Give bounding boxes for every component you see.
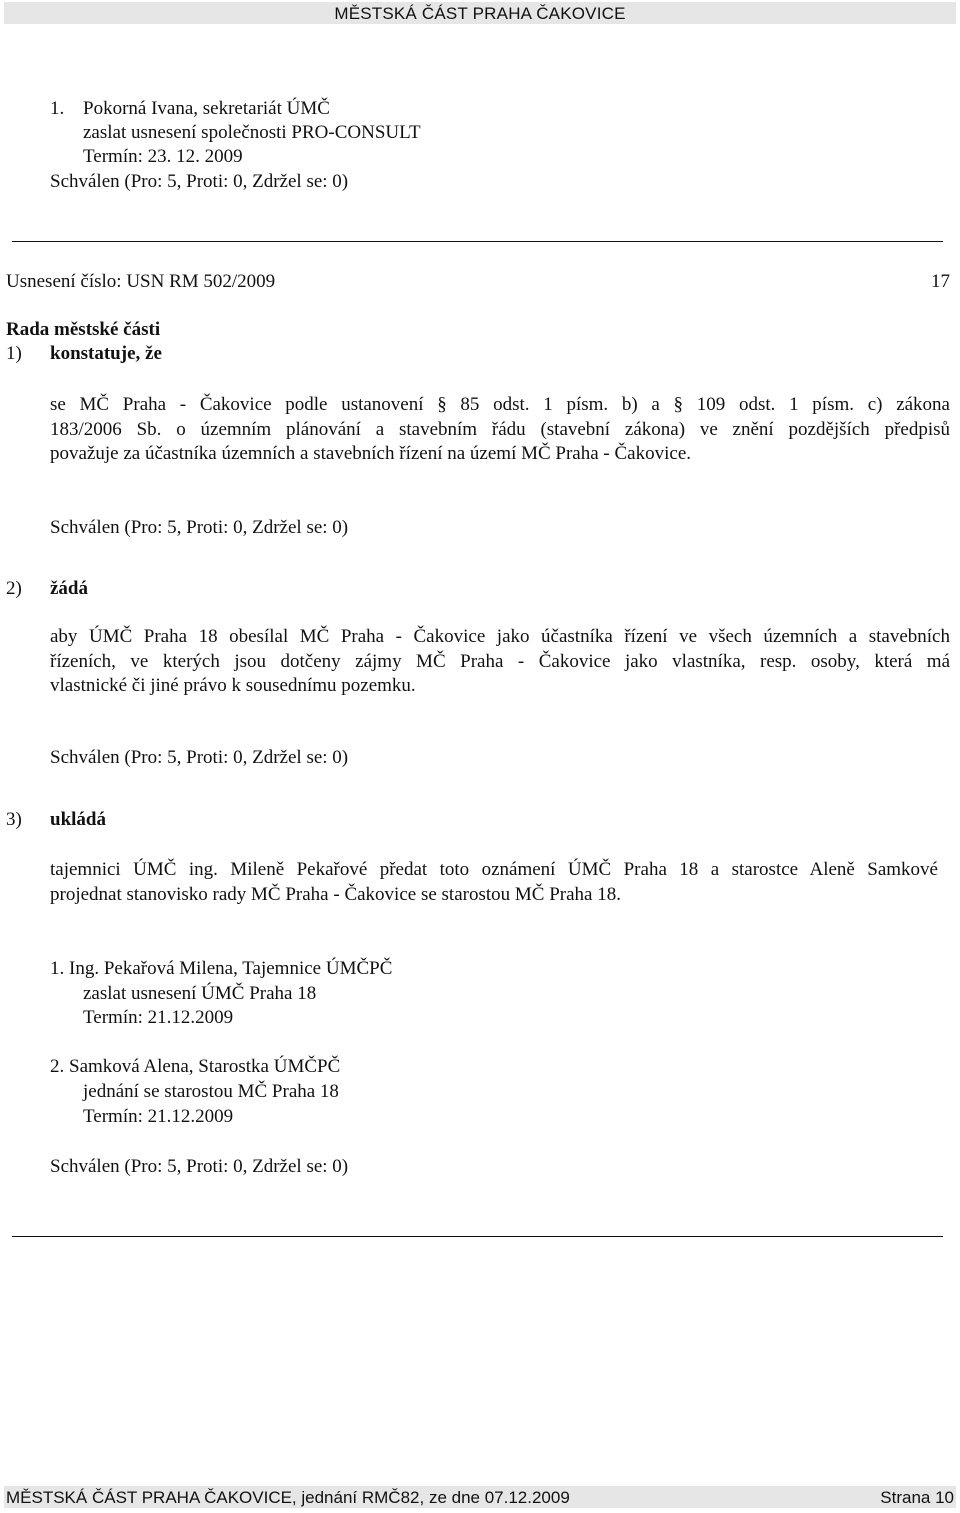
resolution-body: Rada městské části xyxy=(6,319,161,340)
header-title: MĚSTSKÁ ČÁST PRAHA ČAKOVICE xyxy=(334,4,626,23)
point-1-line-1: se MČ Praha - Čakovice podle ustanovení § 85 odst. 1 písm. b) a § 109 odst. 1 písm. c) zákona xyxy=(50,394,950,415)
point-2-heading: žádá xyxy=(50,578,88,599)
resolution-title: Usnesení číslo: USN RM 502/2009 xyxy=(6,271,276,292)
prev-task-action: zaslat usnesení společnosti PRO-CONSULT xyxy=(83,122,421,143)
point-2-line-3: vlastnické či jiné právo k sousednímu pozemku. xyxy=(50,675,416,697)
task-2-action: jednání se starostou MČ Praha 18 xyxy=(83,1081,339,1102)
point-3-vote: Schválen (Pro: 5, Proti: 0, Zdržel se: 0) xyxy=(50,1156,349,1177)
point-3-line-1: tajemnici ÚMČ ing. Mileně Pekařové předat toto oznámení ÚMČ Praha 18 a starostce Aleně Samkové xyxy=(50,859,938,880)
footer-meeting-info: MĚSTSKÁ ČÁST PRAHA ČAKOVICE, jednání RMČ82, ze dne 07.12.2009 xyxy=(6,1488,570,1507)
task-2-person: 2. Samková Alena, Starostka ÚMČPČ xyxy=(50,1056,341,1077)
point-3-number: 3) xyxy=(6,809,22,830)
point-1-vote: Schválen (Pro: 5, Proti: 0, Zdržel se: 0) xyxy=(50,517,349,538)
point-2-line-1: aby ÚMČ Praha 18 obesílal MČ Praha - Čakovice jako účastníka řízení ve všech územních a stavebních xyxy=(50,626,950,647)
point-3-heading: ukládá xyxy=(50,809,106,830)
page-header xyxy=(4,2,956,24)
task-1-action: zaslat usnesení ÚMČ Praha 18 xyxy=(83,983,317,1004)
task-1-deadline: Termín: 21.12.2009 xyxy=(83,1007,234,1028)
point-2-text xyxy=(50,625,950,699)
separator-rule xyxy=(12,241,943,242)
prev-vote: Schválen (Pro: 5, Proti: 0, Zdržel se: 0) xyxy=(50,171,349,192)
point-1-line-2: 183/2006 Sb. o územním plánování a stavebním řádu (stavební zákona) ve znění pozdějších předpisů xyxy=(50,418,950,440)
point-1-heading: konstatuje, že xyxy=(50,343,162,364)
separator-rule-bottom xyxy=(12,1236,943,1237)
point-3-text xyxy=(50,858,938,907)
resolution-number: 17 xyxy=(931,271,950,292)
point-2-vote: Schválen (Pro: 5, Proti: 0, Zdržel se: 0) xyxy=(50,747,349,768)
prev-task-person: Pokorná Ivana, sekretariát ÚMČ xyxy=(83,98,330,119)
task-2-deadline: Termín: 21.12.2009 xyxy=(83,1106,234,1127)
footer-page-number: Strana 10 xyxy=(880,1488,954,1507)
point-1-number: 1) xyxy=(6,343,22,364)
point-3-line-2: projednat stanovisko rady MČ Praha - Čakovice se starostou MČ Praha 18. xyxy=(50,883,621,905)
point-2-number: 2) xyxy=(6,578,22,599)
point-1-text xyxy=(50,393,950,467)
prev-task-deadline: Termín: 23. 12. 2009 xyxy=(83,146,243,167)
point-1-line-3: považuje za účastníka územních a stavebních řízení na území MČ Praha - Čakovice. xyxy=(50,443,691,465)
point-2-line-2: řízeních, ve kterých jsou dotčeny zájmy MČ Praha - Čakovice jako vlastníka, resp. osoby, která má xyxy=(50,650,950,672)
task-1-person: 1. Ing. Pekařová Milena, Tajemnice ÚMČPČ xyxy=(50,958,393,979)
page-footer xyxy=(4,1486,956,1508)
prev-task-number: 1. xyxy=(50,98,65,119)
